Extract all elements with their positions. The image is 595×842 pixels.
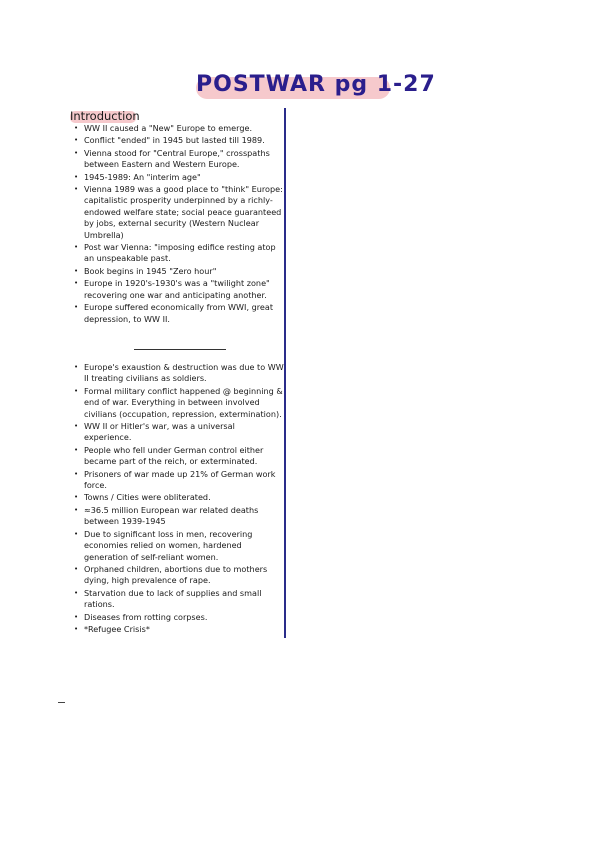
list-item: • ≈36.5 million European war related deaths between 1939-1945 [74, 505, 284, 528]
list-item: • Conflict "ended" in 1945 but lasted till 1989. [74, 135, 284, 146]
section-divider [134, 349, 226, 350]
list-item: • Europe suffered economically from WWI, great depression, to WW II. [74, 302, 284, 325]
list-item: • 1945-1989: An "interim age" [74, 172, 284, 183]
list-item: • Prisoners of war made up 21% of German work force. [74, 469, 284, 492]
notes-list-part-1 [74, 123, 284, 326]
list-item: • *Refugee Crisis* [74, 624, 284, 635]
list-item: • People who fell under German control either became part of the reich, or exterminated. [74, 445, 284, 468]
title-block [196, 72, 436, 102]
list-item: • Starvation due to lack of supplies and small rations. [74, 588, 284, 611]
list-item: • Vienna stood for "Central Europe," crosspaths between Eastern and Western Europe. [74, 148, 284, 171]
page-title: POSTWAR pg 1-27 [196, 72, 436, 97]
section-heading: Introduction [70, 109, 140, 123]
notes-list-part-2 [74, 362, 284, 636]
list-item: • Diseases from rotting corpses. [74, 612, 284, 623]
list-item: • Vienna 1989 was a good place to "think" Europe: capitalistic prosperity underpinned by a richly-endowed welfare state; social peace guaranteed by jobs, external security (Western Nuclear Umbrella) [74, 184, 284, 241]
list-item: • Post war Vienna: "imposing edifice resting atop an unspeakable past. [74, 242, 284, 265]
list-item: • Formal military conflict happened @ beginning & end of war. Everything in between involved civilians (occupation, repression, extermination). [74, 386, 284, 420]
list-item: • Book begins in 1945 "Zero hour" [74, 266, 284, 277]
list-item: • Due to significant loss in men, recovering economies relied on women, hardened generation of self-reliant women. [74, 529, 284, 563]
list-item: • WW II or Hitler's war, was a universal experience. [74, 421, 284, 444]
margin-line [284, 108, 286, 638]
list-item: • Europe in 1920's-1930's was a "twilight zone" recovering one war and anticipating another. [74, 278, 284, 301]
list-item: • Orphaned children, abortions due to mothers dying, high prevalence of rape. [74, 564, 284, 587]
stray-dash-mark [58, 702, 65, 703]
section-heading-block [70, 109, 140, 123]
list-item: • WW II caused a "New" Europe to emerge. [74, 123, 284, 134]
list-item: • Europe's exaustion & destruction was due to WW II treating civilians as soldiers. [74, 362, 284, 385]
list-item: • Towns / Cities were obliterated. [74, 492, 284, 503]
